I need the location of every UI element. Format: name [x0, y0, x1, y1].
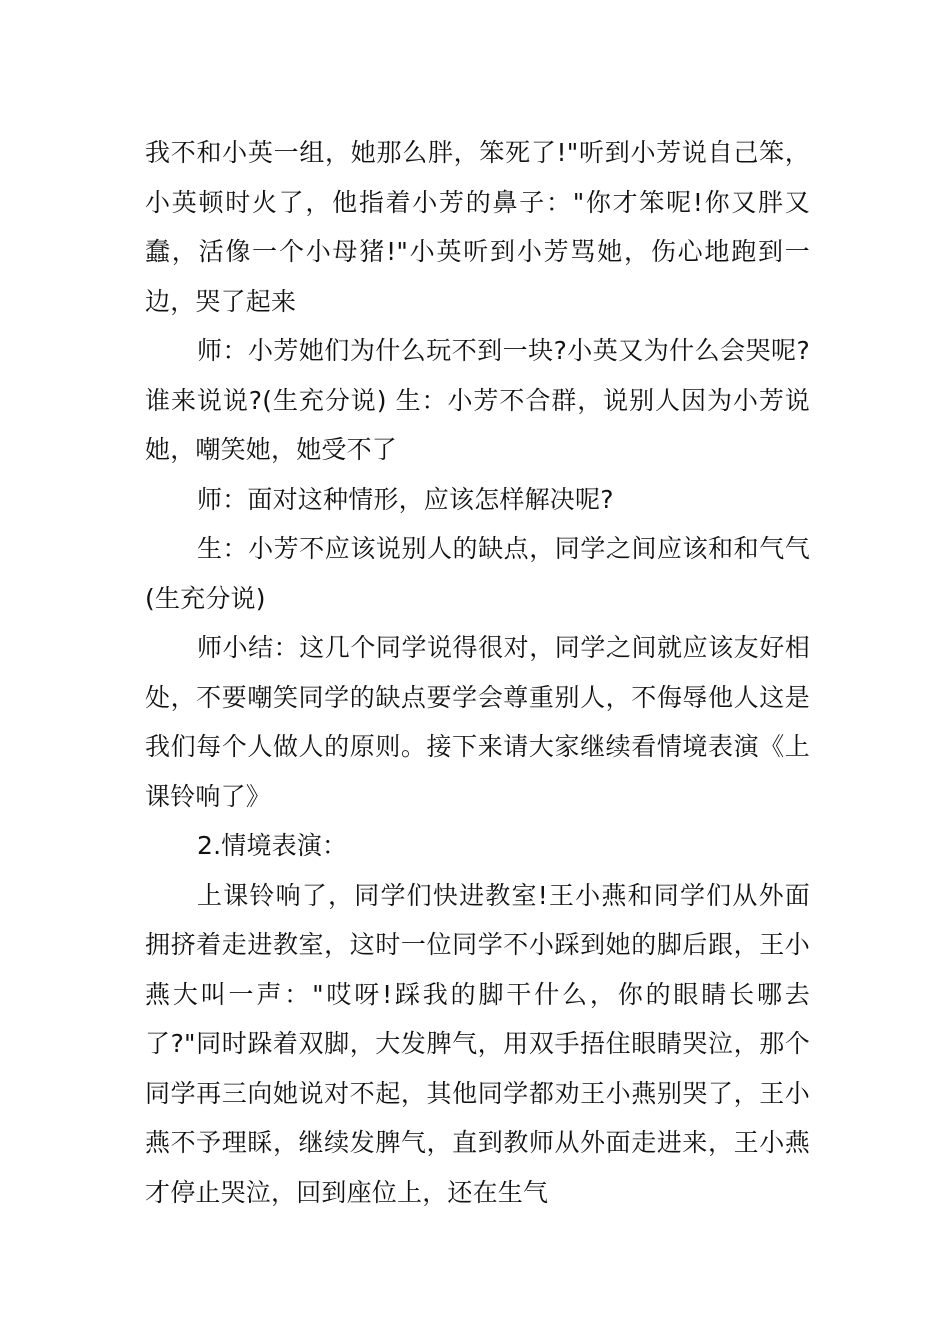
- paragraph-teacher-solution-question: 师：面对这种情形，应该怎样解决呢?: [197, 484, 614, 514]
- paragraph-story-continued: 我不和小英一组，她那么胖，笨死了!"听到小芳说自己笨，小英顿时火了，他指着小芳的鼻子："你才笨呢!你又胖又蠢，活像一个小母猪!"小英听到小芳骂她，伤心地跑到一边，哭了起来: [145, 138, 810, 316]
- document-body: [145, 128, 810, 1217]
- section-heading-role-play: 2.情境表演：: [197, 831, 348, 860]
- paragraph-teacher-question: 师：小芳她们为什么玩不到一块?小英又为什么会哭呢?谁来说说?(生充分说) 生：小芳不合群，说别人因为小芳说她，嘲笑她，她受不了: [145, 336, 810, 464]
- paragraph-role-play-story: 上课铃响了，同学们快进教室!王小燕和同学们从外面拥挤着走进教室，这时一位同学不小踩到她的脚后跟，王小燕大叫一声："哎呀!踩我的脚干什么，你的眼睛长哪去了?"同时跺着双脚，大发脾气，用双手捂住眼睛哭泣，那个同学再三向她说对不起，其他同学都劝王小燕别哭了，王小燕不予理睬，继续发脾气，直到教师从外面走进来，王小燕才停止哭泣，回到座位上，还在生气: [145, 880, 810, 1207]
- paragraph-student-answer: 生：小芳不应该说别人的缺点，同学之间应该和和气气(生充分说): [145, 534, 810, 613]
- paragraph-teacher-summary: 师小结：这几个同学说得很对，同学之间就应该友好相处，不要嘲笑同学的缺点要学会尊重别人，不侮辱他人这是我们每个人做人的原则。接下来请大家继续看情境表演《上课铃响了》: [145, 633, 810, 811]
